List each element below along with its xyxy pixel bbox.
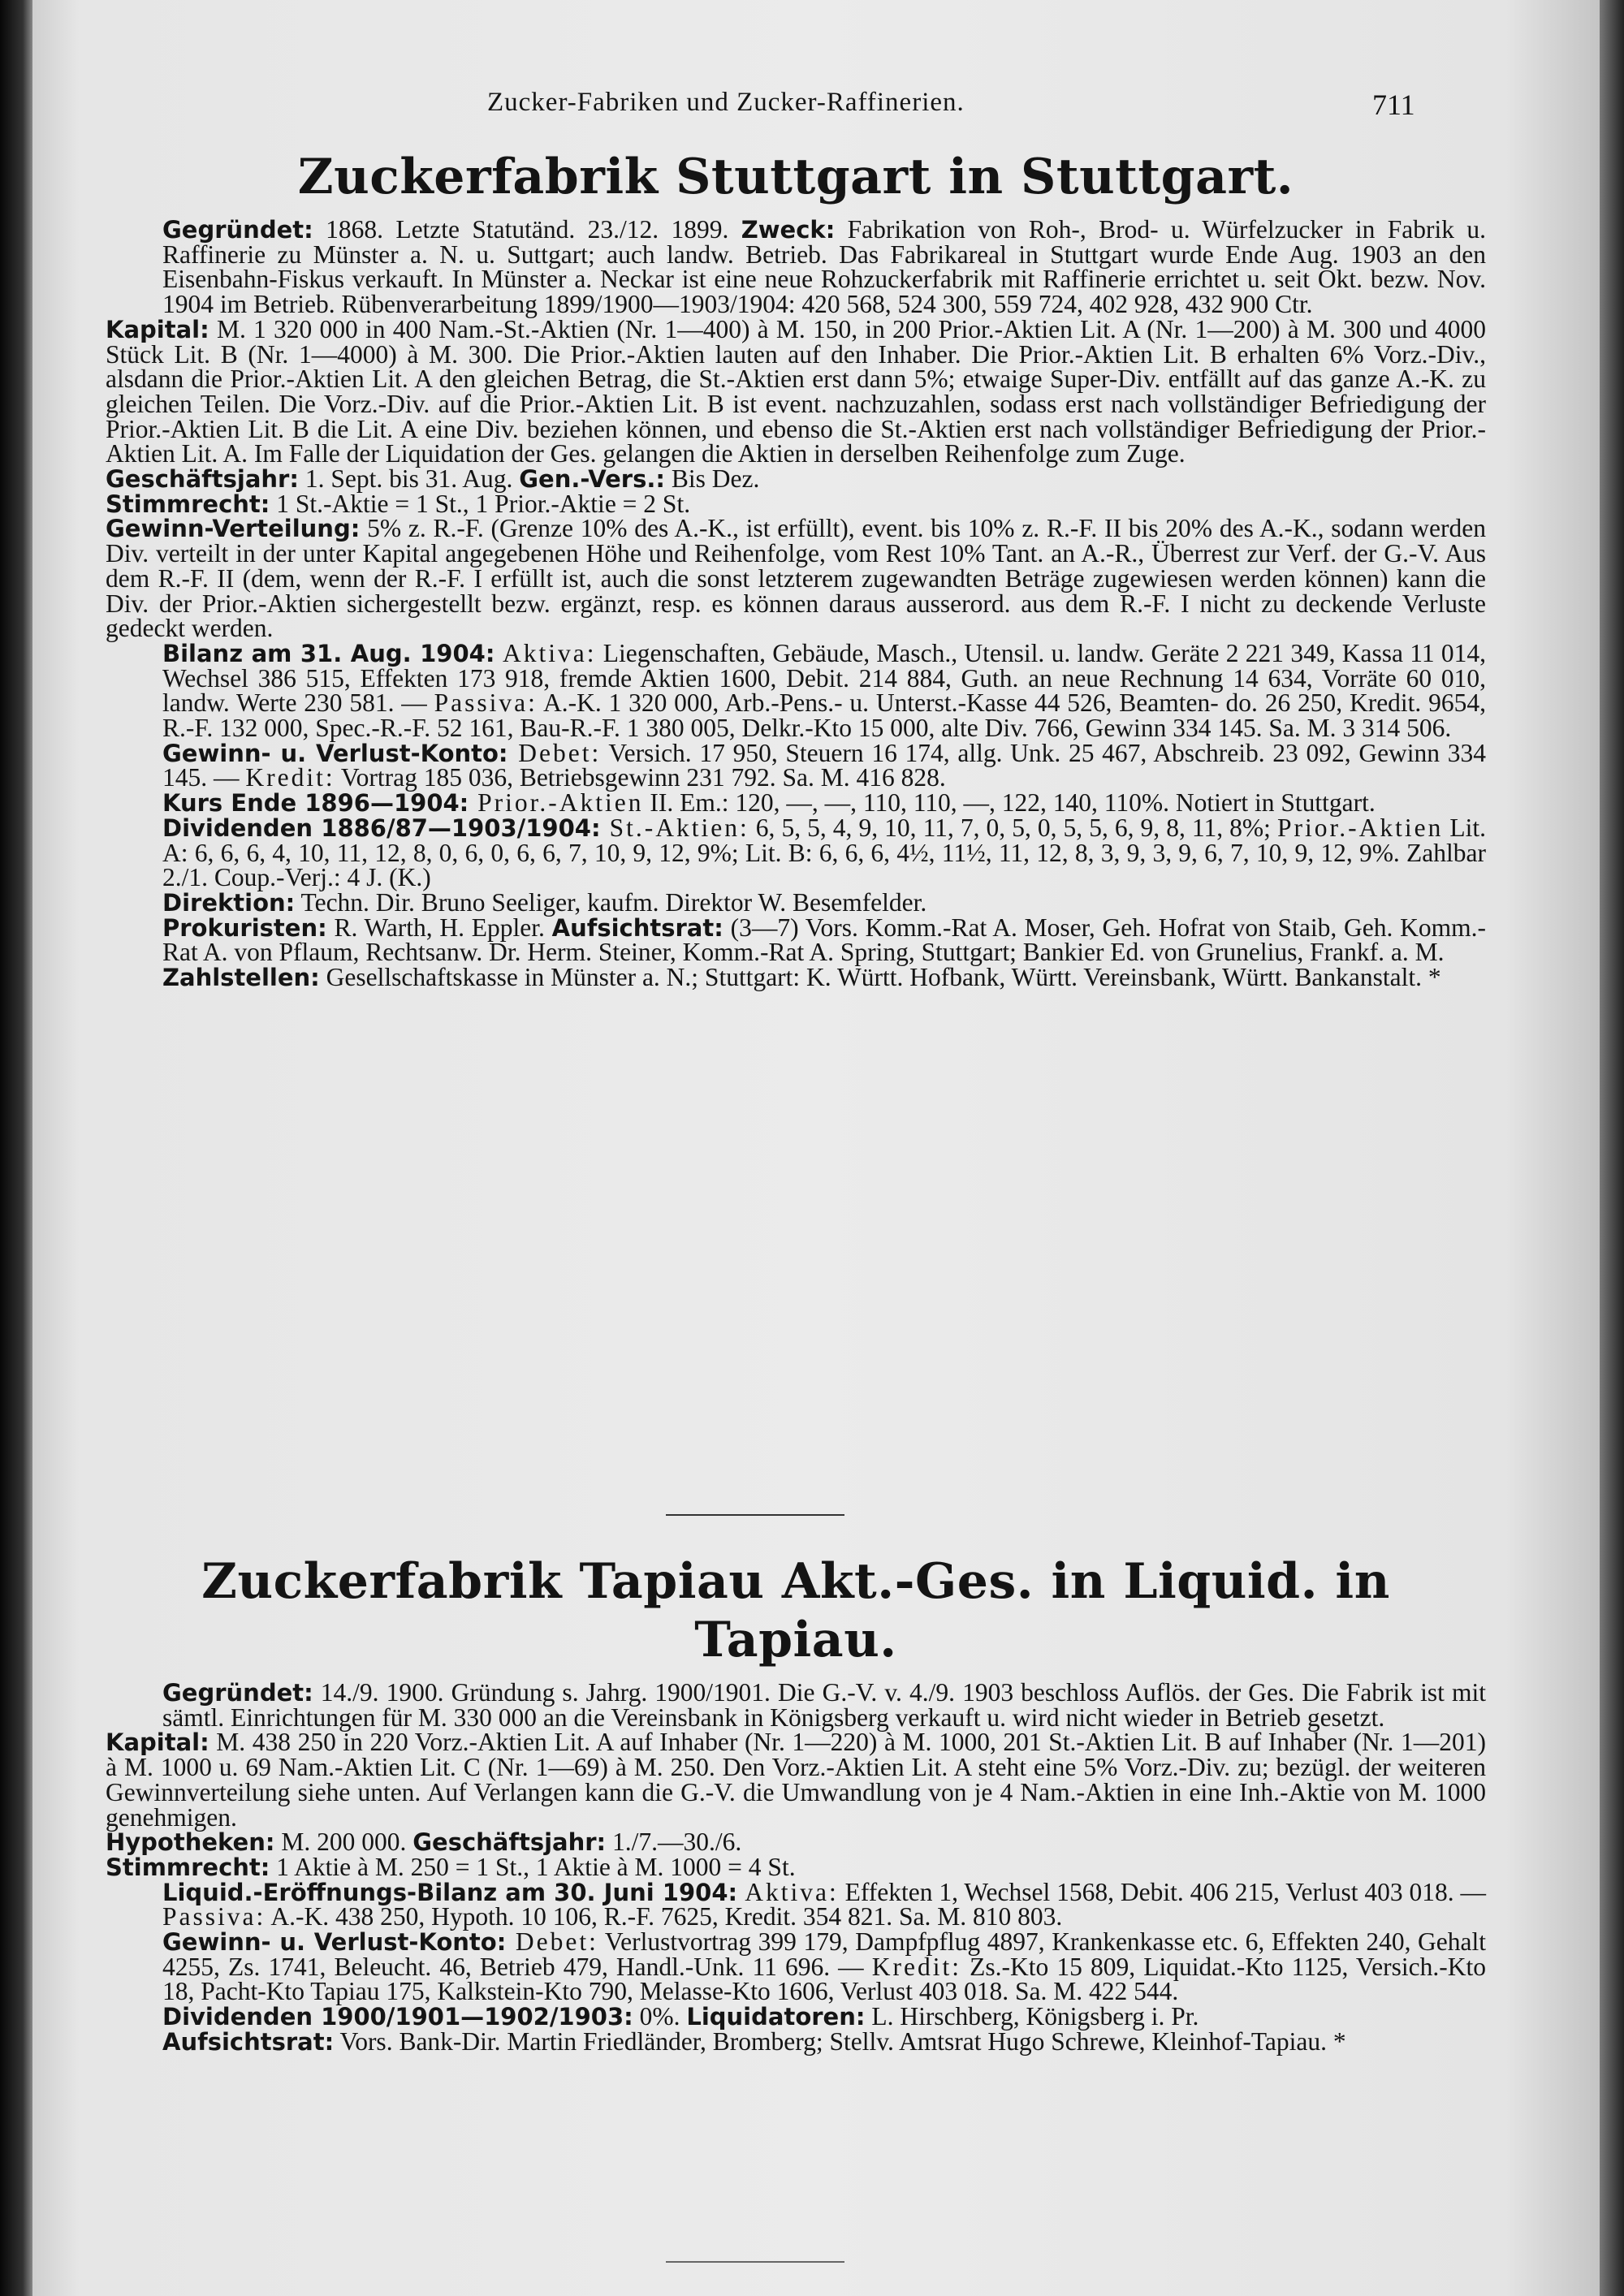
end-divider xyxy=(666,2261,844,2263)
entry-aufsichtsrat: Aufsichtsrat: Vors. Bank-Dir. Martin Friedländer, Bromberg; Stellv. Amtsrat Hugo Schrewe, Kleinhof-Tapiau. * xyxy=(162,2026,1346,2056)
book-page xyxy=(32,0,1600,2296)
scan-border-right xyxy=(1600,0,1624,2296)
section-title: Zuckerfabrik Stuttgart in Stuttgart. xyxy=(297,149,1294,205)
section-zuckerfabrik-tapiau xyxy=(106,1552,1486,2055)
page-number: 711 xyxy=(1372,88,1415,121)
entry-kurs: Kurs Ende 1896—1904: Prior.-Aktien II. Em.: 120, —, —, 110, 110, —, 122, 140, 110%. Notiert in Stuttgart. xyxy=(162,788,1376,818)
entry-bilanz: Bilanz am 31. Aug. 1904: Aktiva: Liegenschaften, Gebäude, Masch., Utensil. u. landw. Geräte 2 221 349, Kassa 11 014, Wechsel 386 515, Effekten 173 918, fremde Aktien 1600, Debit. 214 884, Guth. an neue Rechnung 14 634, Vorräte 60 010, landw. Werte 230 581. — Passiva: A.-K. 1 320 000, Arb.-Pens.- u. Unterst.-Kasse 44 526, Beamten- do. 26 250, Kredit. 9654, R.-F. 132 000, Spec.-R.-F. 52 161, Bau-R.-F. 1 380 005, Delkr.-Kto 15 000, alte Div. 766, Gewinn 334 145. Sa. M. 3 314 506. xyxy=(162,638,1487,743)
entry-kapital: Kapital: M. 438 250 in 220 Vorz.-Aktien Lit. A auf Inhaber (Nr. 1—220) à M. 1000, 201 St.-Aktien Lit. B auf Inhaber (Nr. 1—201) à M. 1000 u. 69 Nam.-Aktien Lit. C (Nr. 1—69) à M. 250. Den Vorz.-Aktien Lit. A steht eine 5% Vorz.-Div. zu; bezügl. der weiteren Gewinnverteilung siehe unten. Auf Verlangen kann die G.-V. die Umwandlung von je 4 Nam.-Aktien in eine Inh.-Aktie von M. 1000 genehmigen. xyxy=(106,1728,1486,1832)
entry-gewinn-verlust-konto: Gewinn- u. Verlust-Konto: Debet: Verlustvortrag 399 179, Dampfpflug 4897, Krankenkasse etc. 6, Effekten 240, Gehalt 4255, Zs. 1741, Beleucht. 46, Betrieb 479, Handl.-Unk. 11 696. — Kredit: Zs.-Kto 15 809, Liquidat.-Kto 1125, Versich.-Kto 18, Pacht-Kto Tapiau 175, Kalkstein-Kto 790, Melasse-Kto 1606, Verlust 403 018. Sa. M. 422 544. xyxy=(162,1927,1486,2006)
entry-gegruendet: Gegründet: 1868. Letzte Statutänd. 23./12. 1899. Zweck: Fabrikation von Roh-, Brod- u. Würfelzucker in Fabrik u. Raffinerie zu Münster a. N. u. Suttgart; auch landw. Betrieb. Das Fabrikareal in Stuttgart wurde Ende Aug. 1903 an den Eisenbahn-Fiskus verkauft. In Münster a. Neckar ist eine neue Rohzuckerfabrik mit Raffinerie errichtet u. seit Okt. bezw. Nov. 1904 im Betrieb. Rübenverarbeitung 1899/1900—1903/1904: 420 568, 524 300, 559 724, 402 928, 432 900 Ctr. xyxy=(162,215,1486,319)
entry-zahlstellen: Zahlstellen: Gesellschaftskasse in Münster a. N.; Stuttgart: K. Württ. Hofbank, Württ. Vereinsbank, Württ. Bankanstalt. * xyxy=(162,963,1441,992)
entry-liquid-bilanz: Liquid.-Eröffnungs-Bilanz am 30. Juni 1904: Aktiva: Effekten 1, Wechsel 1568, Debit. 406 215, Verlust 403 018. — Passiva: A.-K. 438 250, Hypoth. 10 106, R.-F. 7625, Kredit. 354 821. Sa. M. 810 803. xyxy=(162,1877,1486,1931)
entry-gegruendet: Gegründet: 14./9. 1900. Gründung s. Jahrg. 1900/1901. Die G.-V. v. 4./9. 1903 beschloss Auflös. der Ges. Die Fabrik ist mit sämtl. Einrichtungen für M. 330 000 an die Vereinsbank in Königsberg verkauft u. wird nicht wieder in Betrieb gesetzt. xyxy=(162,1678,1486,1732)
entry-prokuristen-aufsichtsrat: Prokuristen: R. Warth, H. Eppler. Aufsichtsrat: (3—7) Vors. Komm.-Rat A. Moser, Geh. Hofrat von Staib, Geh. Komm.-Rat A. von Pflaum, Rechtsanw. Dr. Herm. Steiner, Komm.-Rat A. Spring, Stuttgart; Bankier Ed. von Grunelius, Frankf. a. M. xyxy=(162,913,1486,967)
section-zuckerfabrik-stuttgart xyxy=(106,148,1486,990)
scan-border-left xyxy=(0,0,32,2296)
entry-stimmrecht: Stimmrecht: 1 St.-Aktie = 1 St., 1 Prior.-Aktie = 2 St. xyxy=(106,489,691,518)
entry-dividenden-liquidatoren: Dividenden 1900/1901—1902/1903: 0%. Liquidatoren: L. Hirschberg, Königsberg i. Pr. xyxy=(162,2002,1199,2031)
section-title: Zuckerfabrik Tapiau Akt.-Ges. in Liquid. in Tapiau. xyxy=(201,1553,1390,1668)
entry-geschaeftsjahr: Geschäftsjahr: 1. Sept. bis 31. Aug. Gen.-Vers.: Bis Dez. xyxy=(106,464,760,494)
entry-kapital: Kapital: M. 1 320 000 in 400 Nam.-St.-Aktien (Nr. 1—400) à M. 150, in 200 Prior.-Aktien Lit. A (Nr. 1—200) à M. 300 und 4000 Stück Lit. B (Nr. 1—4000) à M. 300. Die Prior.-Aktien lauten auf den Inhaber. Die Prior.-Aktien Lit. B erhalten 6% Vorz.-Div., alsdann die Prior.-Aktien Lit. A den gleichen Betrag, die St.-Aktien erst dann 5%; etwaige Super-Div. entfällt auf das ganze A.-K. zu gleichen Teilen. Die Vorz.-Div. auf die Prior.-Aktien Lit. B ist event. nachzuzahlen, sodass erst nach vollständiger Befriedigung der Prior.-Aktien Lit. B die Lit. A eine Div. beziehen können, und ebenso die St.-Aktien erst nach vollständiger Befriedigung der Prior.-Aktien Lit. A. Im Falle der Liquidation der Ges. gelangen die Aktien in derselben Reihenfolge zum Zuge. xyxy=(106,314,1486,468)
running-head: Zucker-Fabriken und Zucker-Raffinerien. xyxy=(487,88,965,117)
entry-stimmrecht: Stimmrecht: 1 Aktie à M. 250 = 1 St., 1 Aktie à M. 1000 = 4 St. xyxy=(106,1852,796,1881)
entry-hypotheken: Hypotheken: M. 200 000. Geschäftsjahr: 1./7.—30./6. xyxy=(106,1828,742,1857)
entry-gewinn-verteilung: Gewinn-Verteilung: 5% z. R.-F. (Grenze 10% des A.-K., ist erfüllt), event. bis 10% z. R.-F. II bis 20% des A.-K., sodann werden Div. verteilt in der unter Kapital angegebenen Höhe und Reihenfolge, vom Rest 10% Tant. an A.-R., Überrest zur Verf. der G.-V. Aus dem R.-F. II (dem, wenn der R.-F. I erfüllt ist, auch die sonst letzterem zugewandten Beträge zugewiesen werden können) kann die Div. der Prior.-Aktien sichergestellt bezw. ergänzt, resp. es können daraus ausserord. aus dem R.-F. I nicht zu deckende Verluste gedeckt werden. xyxy=(106,514,1486,643)
entry-dividenden: Dividenden 1886/87—1903/1904: St.-Aktien: 6, 5, 5, 4, 9, 10, 11, 7, 0, 5, 0, 5, 5, 6, 9, 8, 11, 8%; Prior.-Aktien Lit. A: 6, 6, 6, 4, 10, 11, 12, 8, 0, 6, 0, 6, 6, 7, 10, 9, 12, 9%; Lit. B: 6, 6, 6, 4½, 11½, 11, 12, 8, 3, 9, 3, 9, 6, 7, 10, 9, 12, 9%. Zahlbar 2./1. Coup.-Verj.: 4 J. (K.) xyxy=(162,813,1487,892)
entry-gewinn-verlust-konto: Gewinn- u. Verlust-Konto: Debet: Versich. 17 950, Steuern 16 174, allg. Unk. 25 467, Abschreib. 23 092, Gewinn 334 145. — Kredit: Vortrag 185 036, Betriebsgewinn 231 792. Sa. M. 416 828. xyxy=(162,738,1487,792)
entry-direktion: Direktion: Techn. Dir. Bruno Seeliger, kaufm. Direktor W. Besemfelder. xyxy=(162,887,927,917)
section-divider xyxy=(666,1514,844,1516)
